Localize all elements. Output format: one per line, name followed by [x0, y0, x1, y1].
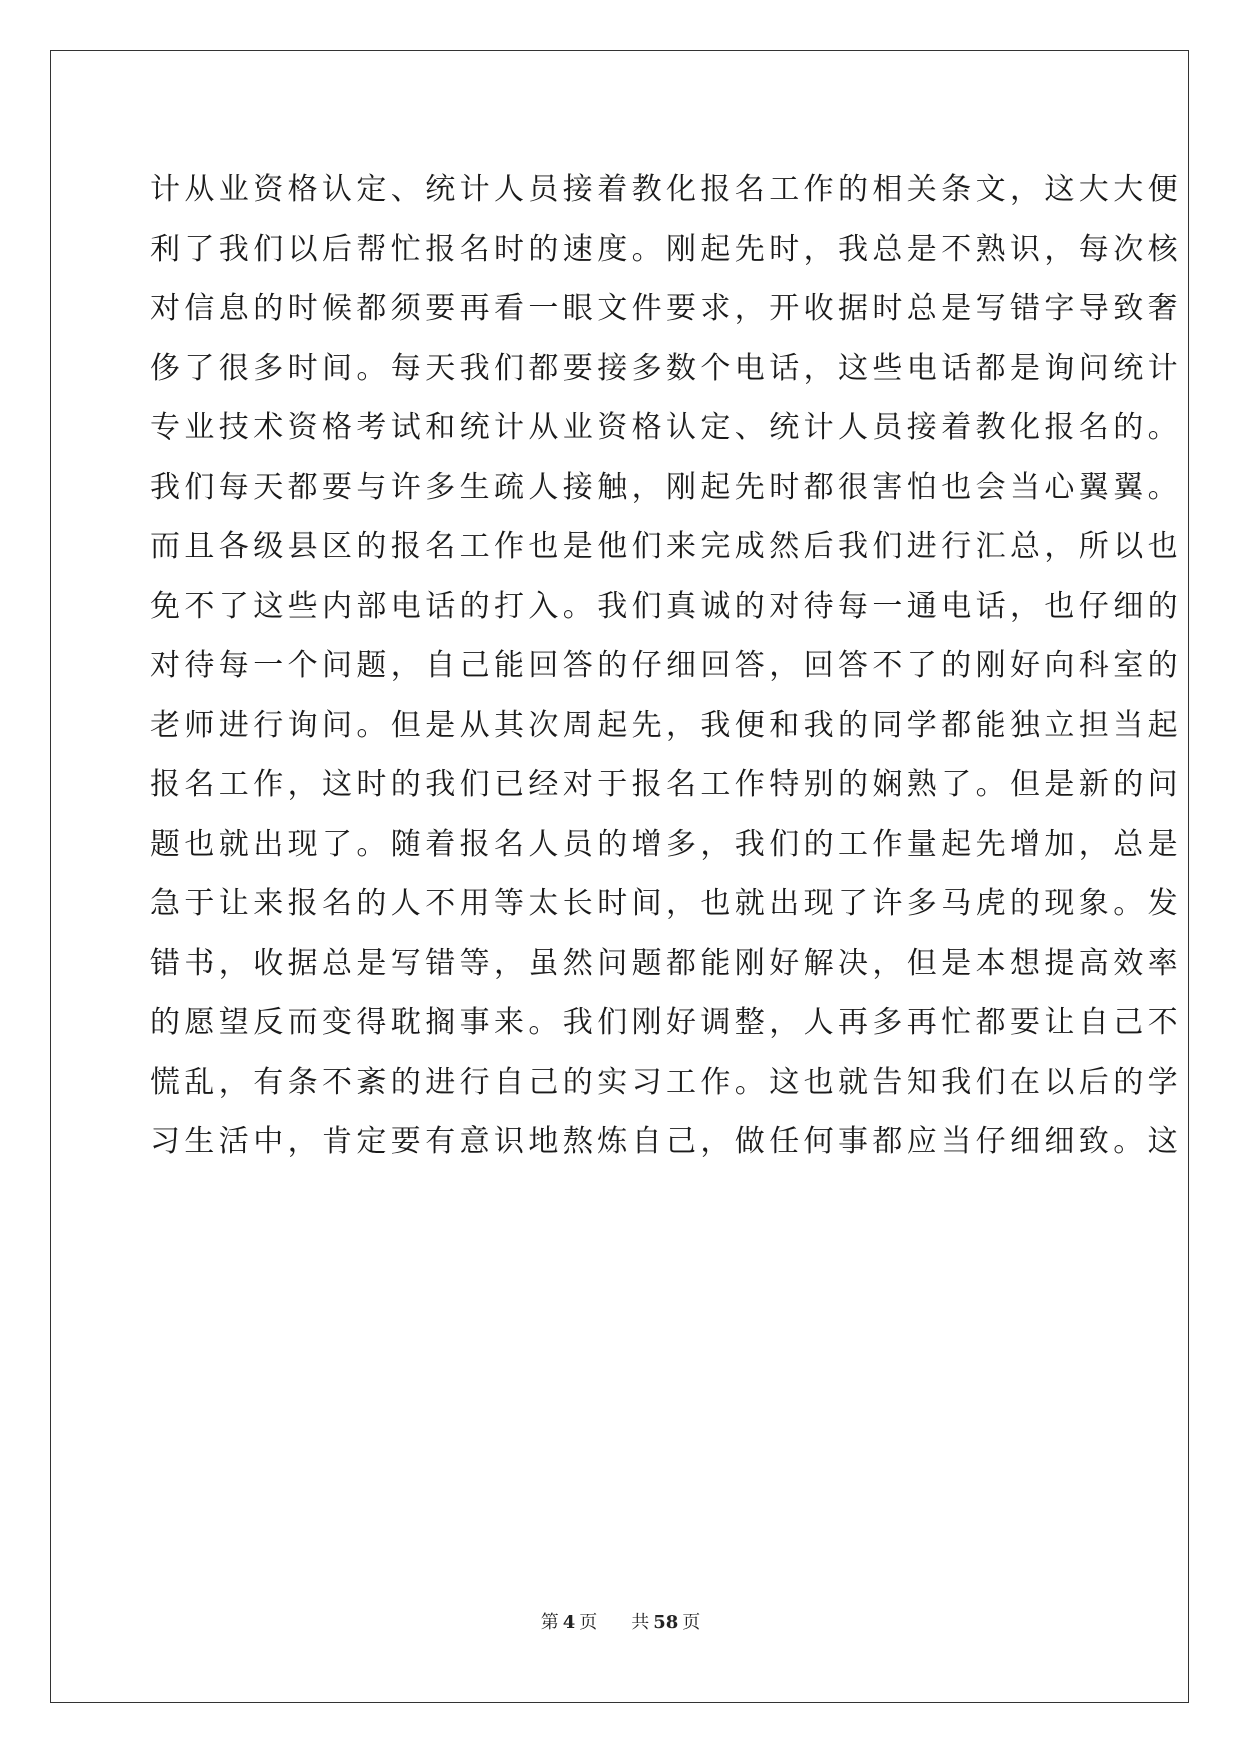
text-line: 计从业资格认定、统计人员接着教化报名工作的相关条文，这大大便 — [150, 172, 1182, 207]
page-number — [539, 1612, 600, 1633]
text-line: 免不了这些内部电话的打入。我们真诚的对待每一通电话，也仔细的 — [150, 588, 1182, 624]
page-prefix: 第 — [540, 1612, 559, 1633]
total-suffix: 页 — [682, 1612, 701, 1633]
text-line: 我们每天都要与许多生疏人接触，刚起先时都很害怕也会当心翼翼。 — [150, 469, 1182, 505]
text-line: 对信息的时候都须要再看一眼文件要求，开收据时总是写错字导致奢 — [150, 291, 1182, 326]
page-total — [629, 1612, 702, 1633]
page-footer — [0, 1608, 1241, 1634]
total-count: 58 — [653, 1612, 679, 1633]
text-line: 利了我们以后帮忙报名时的速度。刚起先时，我总是不熟识，每次核 — [150, 231, 1182, 267]
text-line: 习生活中，肯定要有意识地熬炼自己，做任何事都应当仔细细致。这 — [150, 1124, 1182, 1159]
page-current: 4 — [562, 1612, 576, 1633]
text-line: 慌乱，有条不紊的进行自己的实习工作。这也就告知我们在以后的学 — [150, 1064, 1182, 1100]
text-line: 错书，收据总是写错等，虽然问题都能刚好解决，但是本想提高效率 — [150, 945, 1182, 981]
text-line: 的愿望反而变得耽搁事来。我们刚好调整，人再多再忙都要让自己不 — [150, 1005, 1182, 1040]
total-prefix: 共 — [631, 1612, 650, 1633]
text-line: 急于让来报名的人不用等太长时间，也就出现了许多马虎的现象。发 — [150, 886, 1182, 921]
page-suffix: 页 — [579, 1612, 598, 1633]
text-line: 侈了很多时间。每天我们都要接多数个电话，这些电话都是询问统计 — [150, 350, 1182, 386]
text-line: 专业技术资格考试和统计从业资格认定、统计人员接着教化报名的。 — [150, 410, 1182, 445]
text-line: 而且各级县区的报名工作也是他们来完成然后我们进行汇总，所以也 — [150, 529, 1182, 564]
text-line: 老师进行询问。但是从其次周起先，我便和我的同学都能独立担当起 — [150, 707, 1182, 743]
text-line: 题也就出现了。随着报名人员的增多，我们的工作量起先增加，总是 — [150, 826, 1182, 862]
document-body — [150, 160, 1182, 1172]
text-line: 报名工作，这时的我们已经对于报名工作特别的娴熟了。但是新的问 — [150, 767, 1182, 802]
text-line: 对待每一个问题，自己能回答的仔细回答，回答不了的刚好向科室的 — [150, 648, 1182, 683]
